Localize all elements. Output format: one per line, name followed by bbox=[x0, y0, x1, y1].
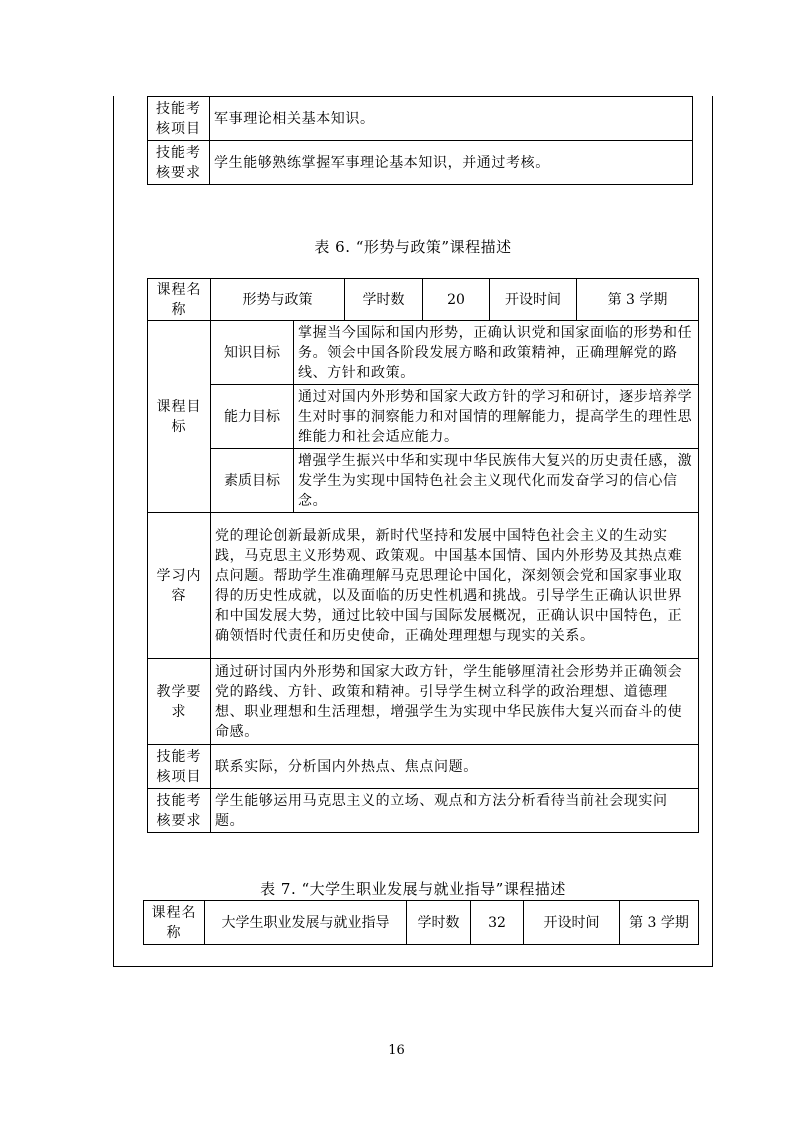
table6-course-description bbox=[147, 278, 699, 833]
hours-label: 学时数 bbox=[345, 279, 423, 321]
skill-requirement-label: 技能考核要求 bbox=[148, 141, 210, 185]
skill-requirement-text: 学生能够运用马克思主义的立场、观点和方法分析看待当前社会现实问题。 bbox=[211, 789, 699, 833]
goal-text: 掌握当今国际和国内形势，正确认识党和国家面临的形势和任务。领会中国各阶段发展方略和政策精神，正确理解党的路线、方针和政策。 bbox=[294, 321, 699, 385]
table-row bbox=[148, 141, 693, 185]
teaching-requirement-text: 通过研讨国内外形势和国家大政方针，学生能够厘清社会形势并正确领会党的路线、方针、政策和精神。引导学生树立科学的政治理想、道德理想、职业理想和生活理想，增强学生为实现中华民族伟大复兴而奋斗的使命感。 bbox=[211, 659, 699, 745]
table-row bbox=[148, 513, 699, 659]
table7-course-description bbox=[143, 900, 699, 945]
table-row bbox=[148, 659, 699, 745]
military-theory-table-tail bbox=[147, 96, 693, 185]
skill-item-label: 技能考核项目 bbox=[148, 97, 210, 141]
table-row bbox=[148, 279, 699, 321]
goal-text: 通过对国内外形势和国家大政方针的学习和研讨，逐步培养学生对时事的洞察能力和对国情的理解能力，提高学生的理性思维能力和社会适应能力。 bbox=[294, 385, 699, 449]
table-row bbox=[144, 901, 699, 945]
course-name-label: 课程名称 bbox=[148, 279, 211, 321]
course-name-value: 形势与政策 bbox=[211, 279, 345, 321]
schedule-label: 开设时间 bbox=[490, 279, 577, 321]
goal-label: 能力目标 bbox=[211, 385, 294, 449]
table-row bbox=[148, 385, 699, 449]
course-goals-label: 课程目标 bbox=[148, 321, 211, 513]
table-row bbox=[148, 97, 693, 141]
skill-item-label: 技能考核项目 bbox=[148, 745, 211, 789]
skill-item-text: 军事理论相关基本知识。 bbox=[210, 97, 693, 141]
table-row bbox=[148, 449, 699, 513]
hours-label: 学时数 bbox=[407, 901, 471, 945]
teaching-requirement-label: 教学要求 bbox=[148, 659, 211, 745]
schedule-label: 开设时间 bbox=[524, 901, 620, 945]
skill-requirement-text: 学生能够熟练掌握军事理论基本知识，并通过考核。 bbox=[210, 141, 693, 185]
table-row bbox=[148, 321, 699, 385]
learning-content-label: 学习内容 bbox=[148, 513, 211, 659]
skill-item-text: 联系实际，分析国内外热点、焦点问题。 bbox=[211, 745, 699, 789]
hours-value: 20 bbox=[423, 279, 490, 321]
goal-text: 增强学生振兴中华和实现中华民族伟大复兴的历史责任感，激发学生为实现中国特色社会主义现代化而发奋学习的信心信念。 bbox=[294, 449, 699, 513]
hours-value: 32 bbox=[471, 901, 524, 945]
learning-content-text: 党的理论创新最新成果，新时代坚持和发展中国特色社会主义的生动实践，马克思主义形势观、政策观。中国基本国情、国内外形势及其热点难点问题。帮助学生准确理解马克思理论中国化，深刻领会党和国家事业取得的历史性成就，以及面临的历史性机遇和挑战。引导学生正确认识世界和中国发展大势，通过比较中国与国际发展概况，正确认识中国特色，正确领悟时代责任和历史使命，正确处理理想与现实的关系。 bbox=[211, 513, 699, 659]
table-row bbox=[148, 789, 699, 833]
schedule-value: 第 3 学期 bbox=[577, 279, 699, 321]
skill-requirement-label: 技能考核要求 bbox=[148, 789, 211, 833]
course-name-label: 课程名称 bbox=[144, 901, 205, 945]
table-row bbox=[148, 745, 699, 789]
goal-label: 知识目标 bbox=[211, 321, 294, 385]
table7-caption: 表 7. “大学生职业发展与就业指导”课程描述 bbox=[260, 880, 566, 898]
table6-caption: 表 6. “形势与政策”课程描述 bbox=[314, 238, 512, 256]
page-number: 16 bbox=[388, 1043, 405, 1058]
course-name-value: 大学生职业发展与就业指导 bbox=[205, 901, 407, 945]
goal-label: 素质目标 bbox=[211, 449, 294, 513]
schedule-value: 第 3 学期 bbox=[620, 901, 699, 945]
